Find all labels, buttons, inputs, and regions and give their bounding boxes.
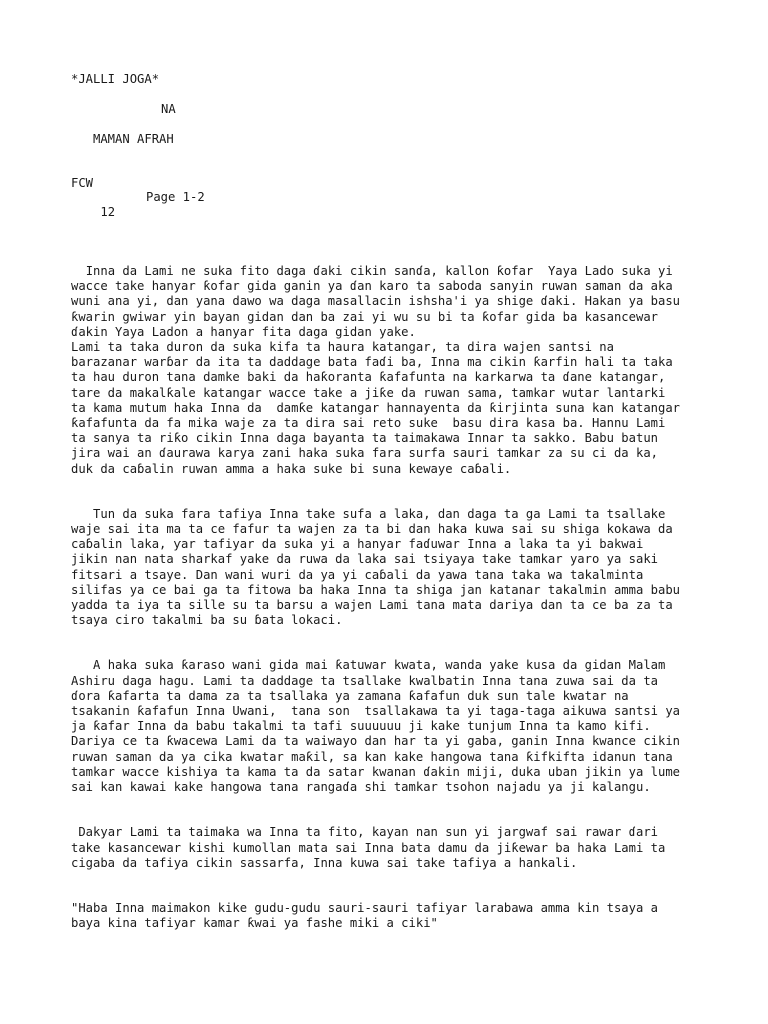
author-name: MAMAN AFRAH bbox=[93, 132, 174, 146]
page-indicator bbox=[71, 190, 205, 251]
group-tag: FCW bbox=[71, 176, 94, 190]
paragraph: Tun da suka fara tafiya Inna take sufa a laka, dan daga ta ga Lami ta tsallake waje sai ita ma ta ce fafur ta wajen za ta bi dan haka kuwa sai su shiga kokawa da caɓalin laka, ƴar tafiyar da suka yi a hanyar faɗuwar Inna a laka ta yi bakwai jikin nan nata sharkaf yake da ruwa da laka sai tsiyaya take tamkar yaro ya saki fitsari a tsaye. Dan wani wuri da ya yi caɓali da yawa tana taka wa takalminta silifas ya ce bai ga ta fitowa ba haka Inna ta shiga jan katanar takalmin amma babu yadda ta iya ta sille su ta barsu a wajen Lami tana mata dariya dan ta ce ba za ta tsaya ciro takalmi ba su ɓata lokaci. bbox=[71, 506, 681, 628]
page-number: 12 bbox=[100, 205, 116, 220]
paragraph: Dakyar Lami ta taimaka wa Inna ta fito, kayan nan sun yi jargwaf sai rawar ɗari take kasancewar kishi kumollan mata sai Inna bata damu da jiƙewar ba haka Lami ta cigaba da tafiya cikin sassarfa, Inna kuwa sai take tafiya a hankali. bbox=[71, 825, 666, 870]
story-title-conjunction: NA bbox=[161, 102, 176, 116]
story-title: *JALLI JOGA* bbox=[71, 72, 160, 86]
story-body bbox=[71, 264, 711, 931]
page-label: Page 1-2 bbox=[146, 190, 205, 204]
paragraph: Inna da Lami ne suka fito daga ɗaki cikin sanɗa, kallon ƙofar Yaya Lado suka yi wacce take hanyar ƙofar gida ganin ya ɗan karo ta saboda sanyin ruwan saman da aka wuni ana yi, dan yana dawo wa daga masallacin ishsha'i ya shige ɗaki. Hakan ya basu ƙwarin gwiwar yin bayan gidan dan ba zai yi wu su bi ta ƙofar gida ba kasancewar ɗakin Yaya Ladon a hanyar fita daga gidan yake. Lami ta taka duron da suka kifa ta haura katangar, ta dira wajen santsi na barazanar warɓar da ita ta daddage bata faɗi ba, Inna ma cikin ƙarfin hali ta taka ta hau duron tana damke baki da haƙoranta ƙafafunta na karkarwa ta ɗane katangar, tare da makalƙale katangar wacce take a jiƙe da ruwan sama, tamkar wutar lantarki ta kama mutum haka Inna da damƙe katangar hannayenta da ƙirjinta suna kan katangar ƙafafunta da fa mika waje za ta dira sai reto suke basu dira kasa ba. Hannu Lami ta sanya ta riƙo cikin Inna daga bayanta ta taimakawa Innar ta sakko. Babu batun jira wai an ɗaurawa karya zani haka suka fara surfa sauri tamkar za su ci da ka, duk da caɓalin ruwan amma a haka suke bi suna kewaye caɓali. bbox=[71, 264, 681, 476]
paragraph: A haka suka ƙaraso wani gida mai ƙatuwar kwata, wanda yake kusa da gidan Malam Ashiru daga hagu. Lami ta daddage ta tsallake kwalbatin Inna tana zuwa sai da ta ɗora ƙafarta ta dama za ta tsallaka ya zamana ƙafafun duk sun tale kwatar na tsakanin ƙafafun Inna Uwani, tana son tsallakawa ta yi taga-taga aikuwa santsi ya ja ƙafar Inna da babu takalmi ta tafi suuuuuu ji kake tunjum Inna ta kamo kifi. Dariya ce ta ƙwacewa Lami da ta waiwayo dan har ta yi gaba, ganin Inna kwance cikin ruwan saman da ya cika kwatar maƙil, sa kan kake hangowa tana ƙifkifta idanun tana tamkar wacce kishiya ta kama ta da satar kwanan ɗakin miji, duka uban jikin ya lume sai kan kawai kake hangowa tana rangaɗa shi tamkar tsohon najadu ya ji kalangu. bbox=[71, 658, 681, 795]
paragraph: "Haba Inna maimakon kike gudu-gudu sauri-sauri tafiyar larabawa amma kin tsaya a baya kina tafiyar kamar ƙwai ya fashe miki a ciki" bbox=[71, 900, 658, 931]
